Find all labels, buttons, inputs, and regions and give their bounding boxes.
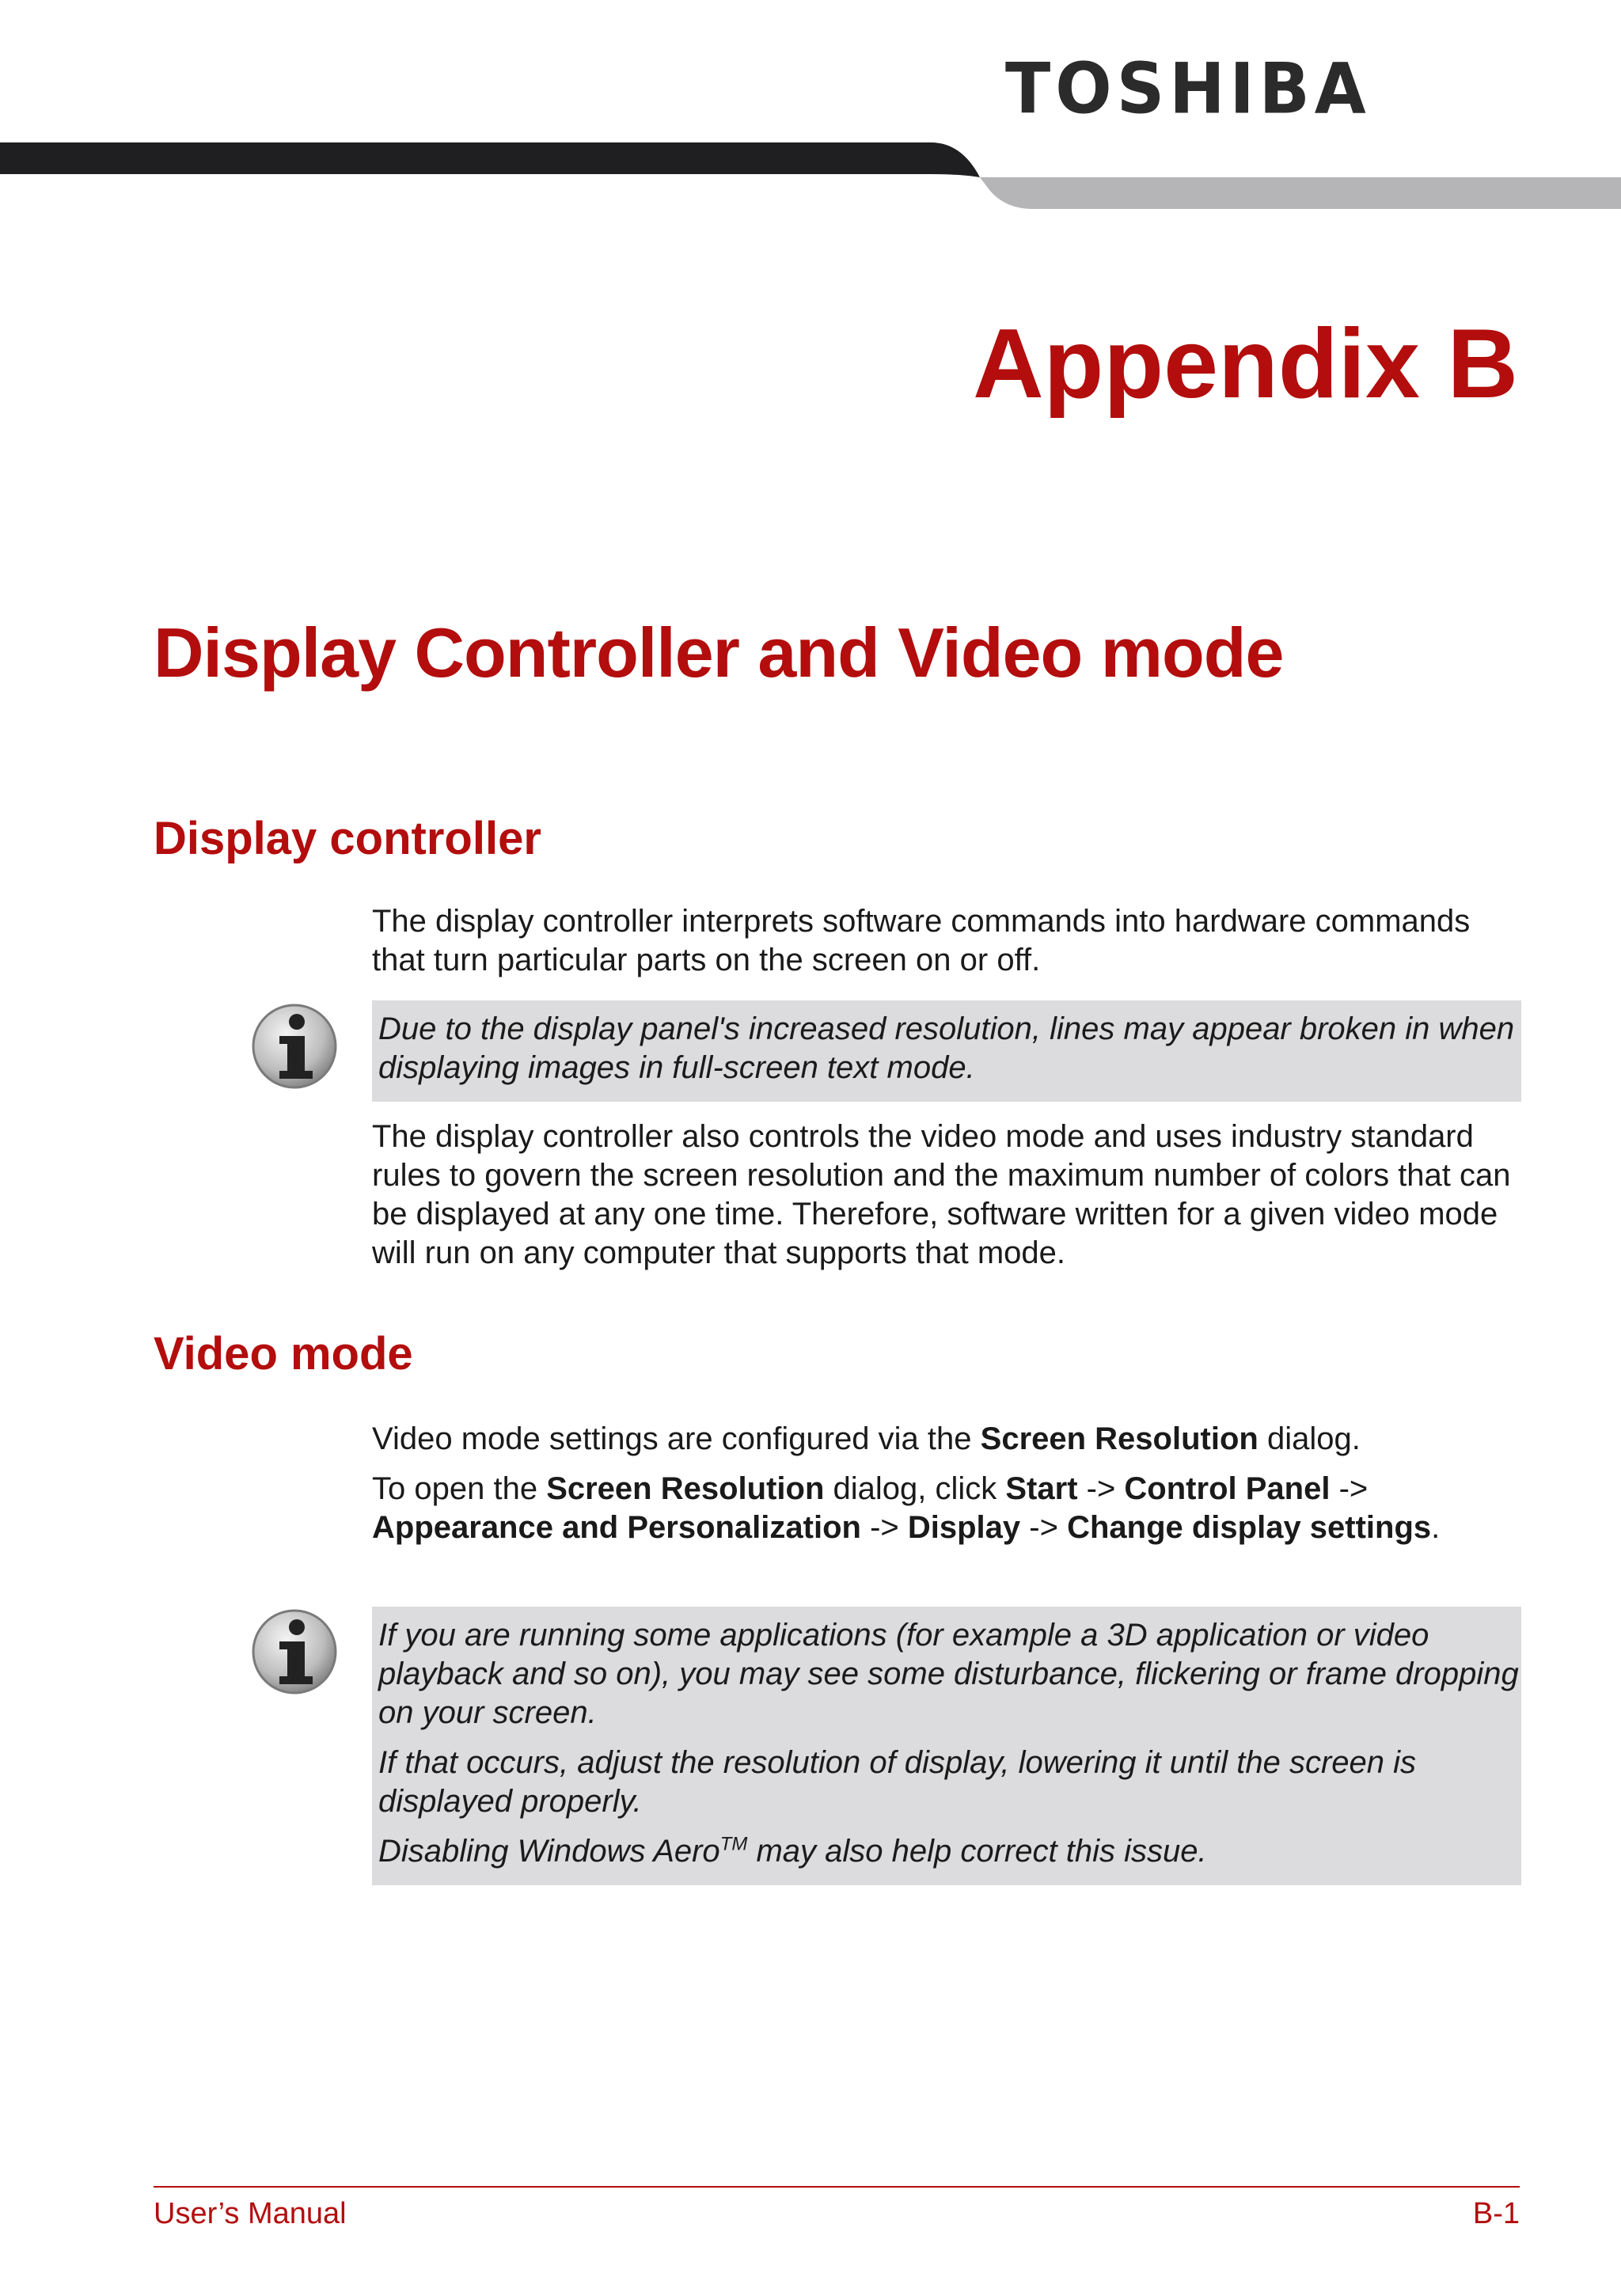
- text-run: Disabling Windows Aero: [378, 1834, 720, 1869]
- note-box-disturbance: [372, 1607, 1521, 1885]
- text-run: ->: [1020, 1510, 1068, 1545]
- header-bar-gray: [980, 177, 1621, 209]
- bold-run: Appearance and Personalization: [372, 1510, 861, 1545]
- footer-page-number: B-1: [1472, 2197, 1520, 2230]
- text-run: ->: [1077, 1471, 1125, 1506]
- text-run: To open the: [372, 1471, 547, 1506]
- footer-divider: [154, 2186, 1520, 2188]
- video-mode-paragraph-1: [372, 1420, 1528, 1459]
- note-text: If you are running some applications (for example a 3D application or video playback and so on), you may see some disturbance, flickering or frame dropping on your screen.: [378, 1618, 1519, 1730]
- bold-run: Display: [907, 1510, 1021, 1545]
- footer-manual-title: User’s Manual: [154, 2197, 347, 2230]
- toshiba-logo: TOSHIBA: [1005, 47, 1371, 130]
- appendix-title: Appendix B: [973, 309, 1518, 419]
- bold-run: Screen Resolution: [546, 1471, 825, 1506]
- text-run: Video mode settings are configured via the: [372, 1421, 981, 1456]
- note-box-display-panel: [372, 1000, 1521, 1102]
- note-text: If that occurs, adjust the resolution of display, lowering it until the screen is displayed properly.: [378, 1745, 1417, 1819]
- info-icon: [249, 1607, 340, 1697]
- bold-run: Start: [1005, 1471, 1078, 1506]
- display-controller-paragraph-2: The display controller also controls the video mode and uses industry standard rules to govern the screen resolution and the maximum number of colors that can be displayed at any one time. Therefore, software written for a given video mode will run on any computer that supports that mode.: [372, 1119, 1511, 1270]
- text-run: ->: [860, 1510, 908, 1545]
- header-bar-dark: [0, 142, 980, 177]
- section-heading-display-controller: Display controller: [154, 813, 541, 864]
- note-text: [378, 1832, 1521, 1871]
- trademark-superscript: TM: [719, 1833, 748, 1855]
- section-heading-video-mode: Video mode: [154, 1328, 413, 1379]
- text-run: .: [1431, 1510, 1441, 1545]
- info-icon: [249, 1001, 340, 1091]
- text-run: dialog.: [1258, 1421, 1361, 1456]
- text-run: may also help correct this issue.: [747, 1834, 1207, 1869]
- bold-run: Change display settings: [1067, 1510, 1432, 1545]
- bold-run: Screen Resolution: [980, 1421, 1258, 1456]
- bold-run: Control Panel: [1124, 1471, 1331, 1506]
- text-run: dialog, click: [824, 1471, 1006, 1506]
- chapter-title: Display Controller and Video mode: [154, 613, 1284, 692]
- text-run: ->: [1330, 1471, 1369, 1506]
- display-controller-paragraph-1: The display controller interprets software commands into hardware commands that turn particular parts on the screen on or off.: [372, 904, 1471, 977]
- note-text: Due to the display panel's increased resolution, lines may appear broken in when displaying images in full-screen text mode.: [378, 1011, 1515, 1085]
- header-bars: [0, 135, 1621, 214]
- video-mode-paragraph-2: [372, 1470, 1528, 1547]
